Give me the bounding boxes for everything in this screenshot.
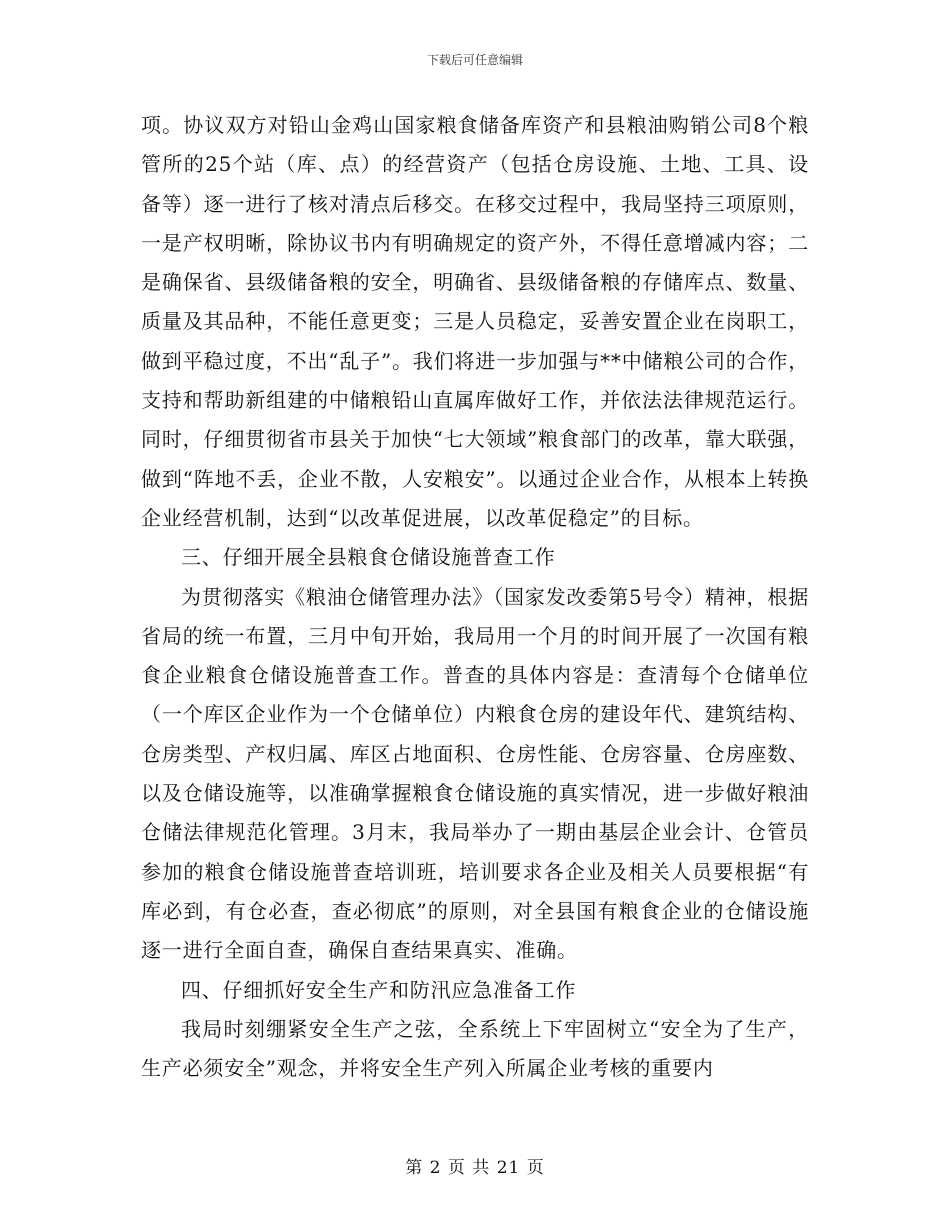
page-header: 下载后可任意编辑 — [426, 53, 523, 67]
paragraph-storage-survey: 为贯彻落实《粮油仓储管理办法》（国家发改委第5号令）精神，根据省局的统一布置，三月中旬开始，我局用一个月的时间开展了一次国有粮食企业粮食仓储设施普查工作。普查的具体内容是：查清每个仓储单位（一个库区企业作为一个仓储单位）内粮食仓房的建设年代、建筑结构、仓房类型、产权归属、库区占地面积、仓房性能、仓房容量、仓房座数、以及仓储设施等，以准确掌握粮食仓储设施的真实情况，进一步做好粮油仓储法律规范化管理。3月末，我局举办了一期由基层企业会计、仓管员参加的粮食仓储设施普查培训班，培训要求各企业及相关人员要根据“有库必到，有仓必查，查必彻底”的原则，对全县国有粮食企业的仓储设施逐一进行全面自查，确保自查结果真实、准确。 — [141, 584, 809, 963]
page-number-footer: 第 2 页 共 21 页 — [405, 1158, 545, 1178]
paragraph-asset-transfer: 项。协议双方对铅山金鸡山国家粮食储备库资产和县粮油购销公司8个粮管所的25个站（库、点）的经营资产（包括仓房设施、土地、工具、设备等）逐一进行了核对清点后移交。在移交过程中，我局坚持三项原则，一是产权明晰，除协议书内有明确规定的资产外，不得任意增减内容；二是确保省、县级储备粮的安全，明确省、县级储备粮的存储库点、数量、质量及其品种，不能任意更变；三是人员稳定，妥善安置企业在岗职工，做到平稳过度，不出“乱子”。我们将进一步加强与**中储粮公司的合作，支持和帮助新组建的中储粮铅山直属库做好工作，并依法法律规范运行。同时，仔细贯彻省市县关于加快“七大领域”粮食部门的改革，靠大联强，做到“阵地不丢，企业不散，人安粮安”。以通过企业合作，从根本上转换企业经营机制，达到“以改革促进展，以改革促稳定”的目标。 — [141, 113, 809, 530]
section-heading-4: 四、仔细抓好安全生产和防汛应急准备工作 — [181, 977, 577, 1002]
document-body — [141, 106, 809, 1088]
paragraph-safety-production: 我局时刻绷紧安全生产之弦，全系统上下牢固树立“安全为了生产，生产必须安全”观念，并将安全生产列入所属企业考核的重要内 — [141, 1016, 809, 1081]
section-heading-3: 三、仔细开展全县粮食仓储设施普查工作 — [181, 545, 556, 570]
